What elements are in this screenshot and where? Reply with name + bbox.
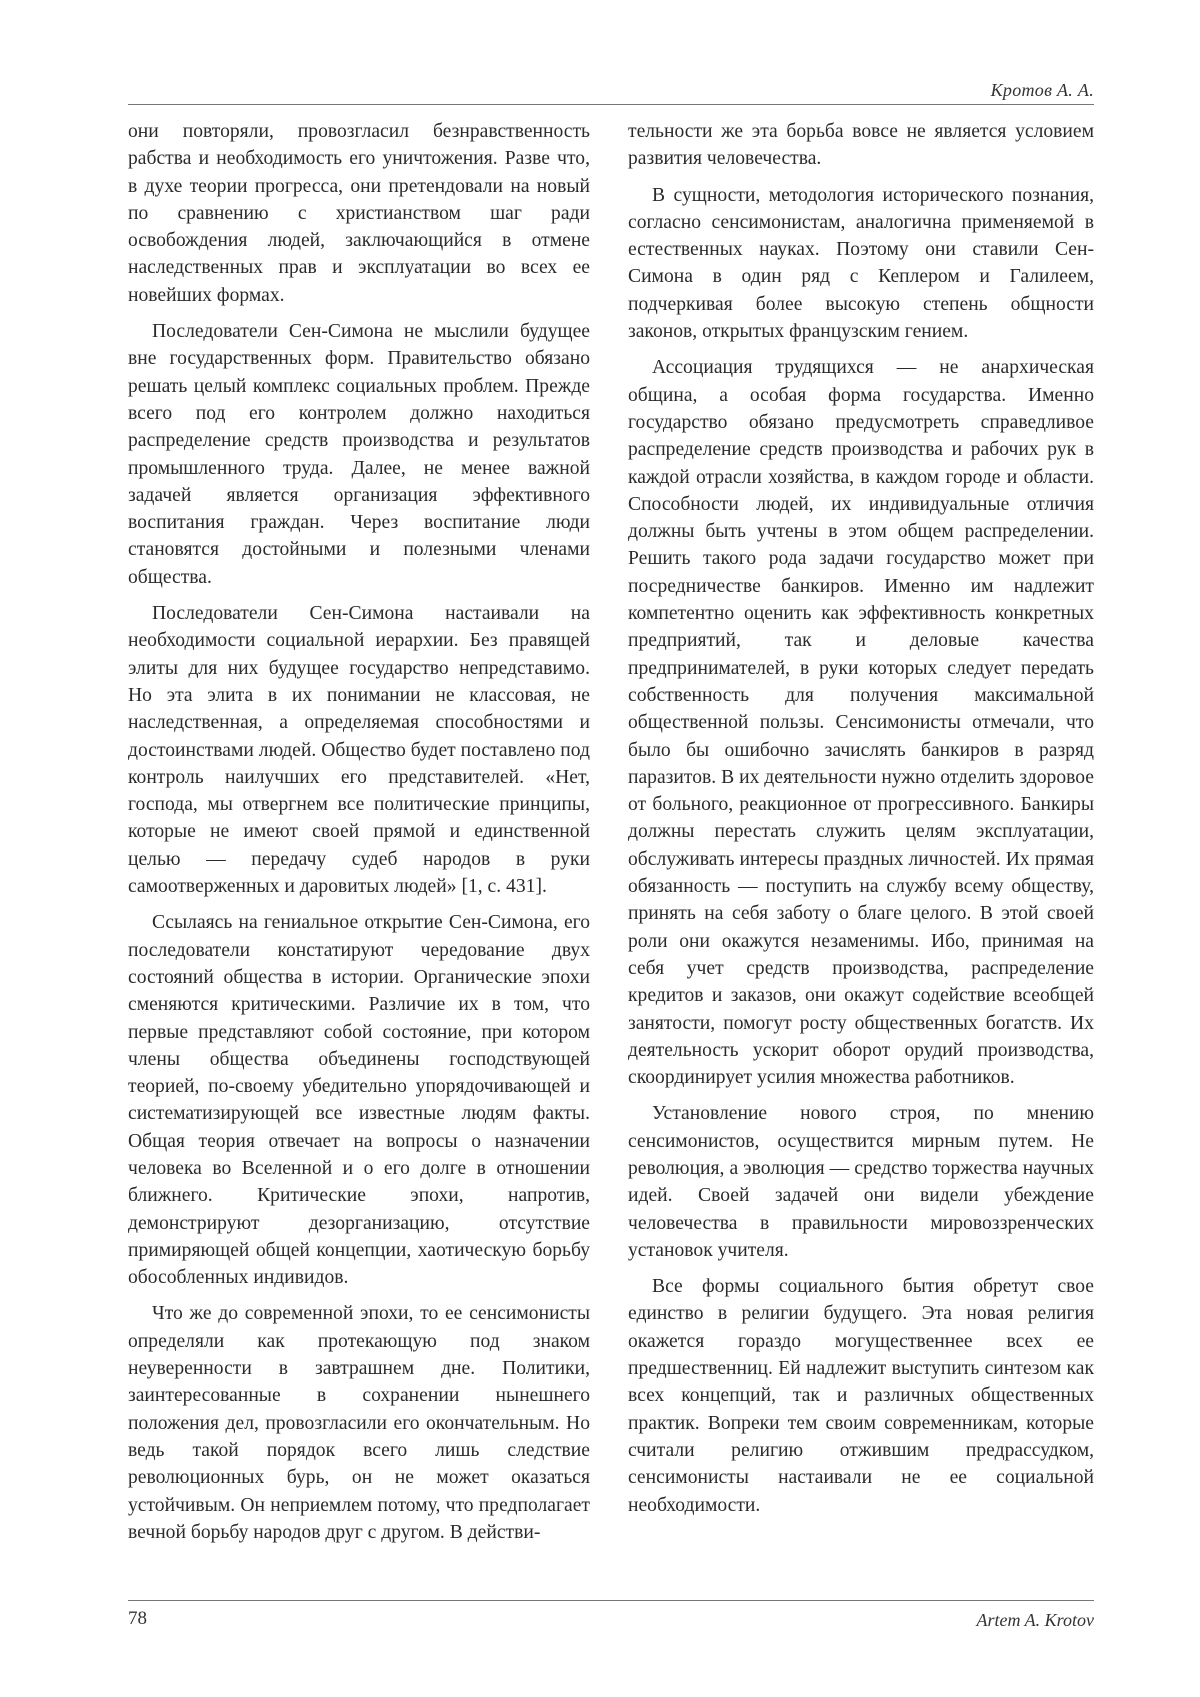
- paragraph: Установление нового строя, по мнению сенсимонистов, осуществится мирным путем. Не революция, а эволюция — средство торжества научных идей. Своей задачей они видели убеждение человечества в правильности мировоззренческих установок учителя.: [628, 1103, 1094, 1261]
- paragraph: Все формы социального бытия обретут свое единство в религии будущего. Эта новая религия окажется гораздо могущественнее всех ее предшественниц. Ей надлежит выступить синтезом как всех концепций, так и различных общественных практик. Вопреки тем своим современникам, которые считали религию отжившим предрассудком, сенсимонисты настаивали не ее социальной необходимости.: [628, 1276, 1094, 1516]
- running-header-author: Кротов А. А.: [990, 80, 1094, 100]
- paragraph: Последователи Сен-Симона не мыслили будущее вне государственных форм. Правительство обязано решать целый комплекс социальных проблем. Прежде всего под его контролем должно находиться распределение средств производства и результатов промышленного труда. Далее, не менее важной задачей является организация эффективного воспитания граждан. Через воспитание люди становятся достойными и полезными членами общества.: [128, 321, 590, 588]
- paragraph: Ссылаясь на гениальное открытие Сен-Симона, его последователи констатируют чередование двух состояний общества в истории. Органические эпохи сменяются критическими. Различие их в том, что первые представляют собой состояние, при котором члены общества объединены господствующей теорией, по-своему убедительно упорядочивающей и систематизирующей все известные людям факты. Общая теория отвечает на вопросы о назначении человека во Вселенной и о его долге в отношении ближнего. Критические эпохи, напротив, демонстрируют дезорганизацию, отсутствие примиряющей общей концепции, хаотическую борьбу обособленных индивидов.: [128, 912, 590, 1289]
- header-rule: [128, 104, 1094, 105]
- paragraph: Последователи Сен-Симона настаивали на необходимости социальной иерархии. Без правящей элиты для них будущее государство непредставимо. Но эта элита в их понимании не классовая, не наследственная, а определяемая способностями и достоинствами людей. Общество будет поставлено под контроль наилучших его представителей. «Нет, господа, мы отвергнем все политические принципы, которые не имеют своей прямой и единственной целью — передачу судеб народов в руки самоотверженных и даровитых людей» [1, с. 431].: [128, 603, 590, 898]
- page-number: 78: [128, 1608, 147, 1629]
- right-column: [628, 118, 1094, 1528]
- running-footer-author: Artem A. Krotov: [976, 1610, 1094, 1630]
- paragraph: В сущности, методология исторического познания, согласно сенсимонистам, аналогична применяемой в естественных науках. Поэтому они ставили Сен-Симона в один ряд с Кеплером и Галилеем, подчеркивая более высокую степень общности законов, открытых французским гением.: [628, 184, 1094, 343]
- paragraph: тельности же эта борьба вовсе не является условием развития человечества.: [628, 121, 1094, 170]
- paragraph: Ассоциация трудящихся — не анархическая община, а особая форма государства. Именно государство обязано предусмотреть справедливое распределение средств производства и рабочих рук в каждой отрасли хозяйства, в каждом городе и области. Способности людей, их индивидуальные отличия должны быть учтены в этом общем распределении. Решить такого рода задачи государство может при посредничестве банкиров. Именно им надлежит компетентно оценить как эффективность конкретных предприятий, так и деловые качества предпринимателей, в руки которых следует передать собственность для получения максимальной общественной пользы. Сенсимонисты отмечали, что было бы ошибочно зачислять банкиров в разряд паразитов. В их деятельности нужно отделить здоровое от больного, реакционное от прогрессивного. Банкиры должны перестать служить целям эксплуатации, обслуживать интересы праздных личностей. Их прямая обязанность — поступить на службу всему обществу, принять на себя заботу о благе целого. В этой своей роли они окажутся незаменимы. Ибо, принимая на себя учет средств производства, распределение кредитов и заказов, они окажут содействие всеобщей занятости, помогут росту общественных богатств. Их деятельность ускорит оборот орудий производства, скоординирует усилия множества работников.: [628, 357, 1094, 1089]
- paragraph: Что же до современной эпохи, то ее сенсимонисты определяли как протекающую под знаком неуверенности в завтрашнем дне. Политики, заинтересованные в сохранении нынешнего положения дел, провозгласили его окончательным. Но ведь такой порядок всего лишь следствие революционных бурь, он не может оказаться устойчивым. Он неприемлем потому, что предполагает вечной борьбу народов друг с другом. В действи-: [128, 1303, 590, 1543]
- left-column: [128, 118, 590, 1555]
- paragraph: они повторяли, провозгласил безнравственность рабства и необходимость его уничтожения. Разве что, в духе теории прогресса, они претендовали на новый по сравнению с христианством шаг ради освобождения людей, заключающийся в отмене наследственных прав и эксплуатации во всех ее новейших формах.: [128, 121, 590, 306]
- footer-rule: [128, 1600, 1094, 1601]
